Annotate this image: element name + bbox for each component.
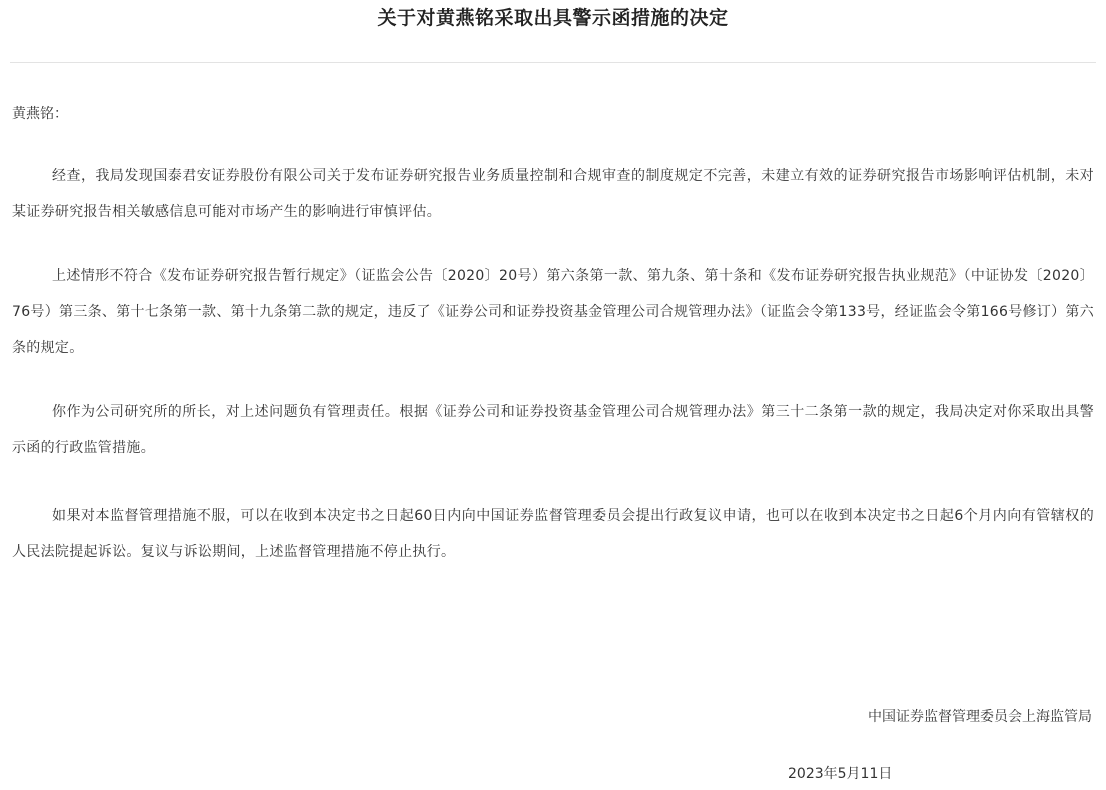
paragraph-appeal: 如果对本监督管理措施不服，可以在收到本决定书之日起60日内向中国证券监督管理委员会提出行政复议申请，也可以在收到本决定书之日起6个月内向有管辖权的人民法院提起诉讼。复议与诉讼期间，上述监督管理措施不停止执行。 — [12, 508, 1094, 560]
issue-date: 2023年5月11日 — [788, 766, 893, 782]
title-divider — [10, 62, 1096, 63]
document-title: 关于对黄燕铭采取出具警示函措施的决定 — [377, 7, 729, 29]
paragraph-findings: 经查，我局发现国泰君安证券股份有限公司关于发布证券研究报告业务质量控制和合规审查的制度规定不完善，未建立有效的证券研究报告市场影响评估机制，未对某证券研究报告相关敏感信息可能对市场产生的影响进行审慎评估。 — [12, 168, 1094, 220]
issuing-authority: 中国证券监督管理委员会上海监管局 — [868, 709, 1092, 725]
salutation: 黄燕铭： — [12, 106, 68, 122]
paragraph-violations: 上述情形不符合《发布证券研究报告暂行规定》（证监会公告〔2020〕20号）第六条第一款、第九条、第十条和《发布证券研究报告执业规范》（中证协发〔2020〕76号）第三条、第十七条第一款、第十九条第二款的规定，违反了《证券公司和证券投资基金管理公司合规管理办法》（证监会令第133号，经证监会令第166号修订）第六条的规定。 — [12, 268, 1094, 356]
document-body — [12, 96, 1094, 560]
paragraph-decision: 你作为公司研究所的所长，对上述问题负有管理责任。根据《证券公司和证券投资基金管理公司合规管理办法》第三十二条第一款的规定，我局决定对你采取出具警示函的行政监管措施。 — [12, 404, 1094, 456]
